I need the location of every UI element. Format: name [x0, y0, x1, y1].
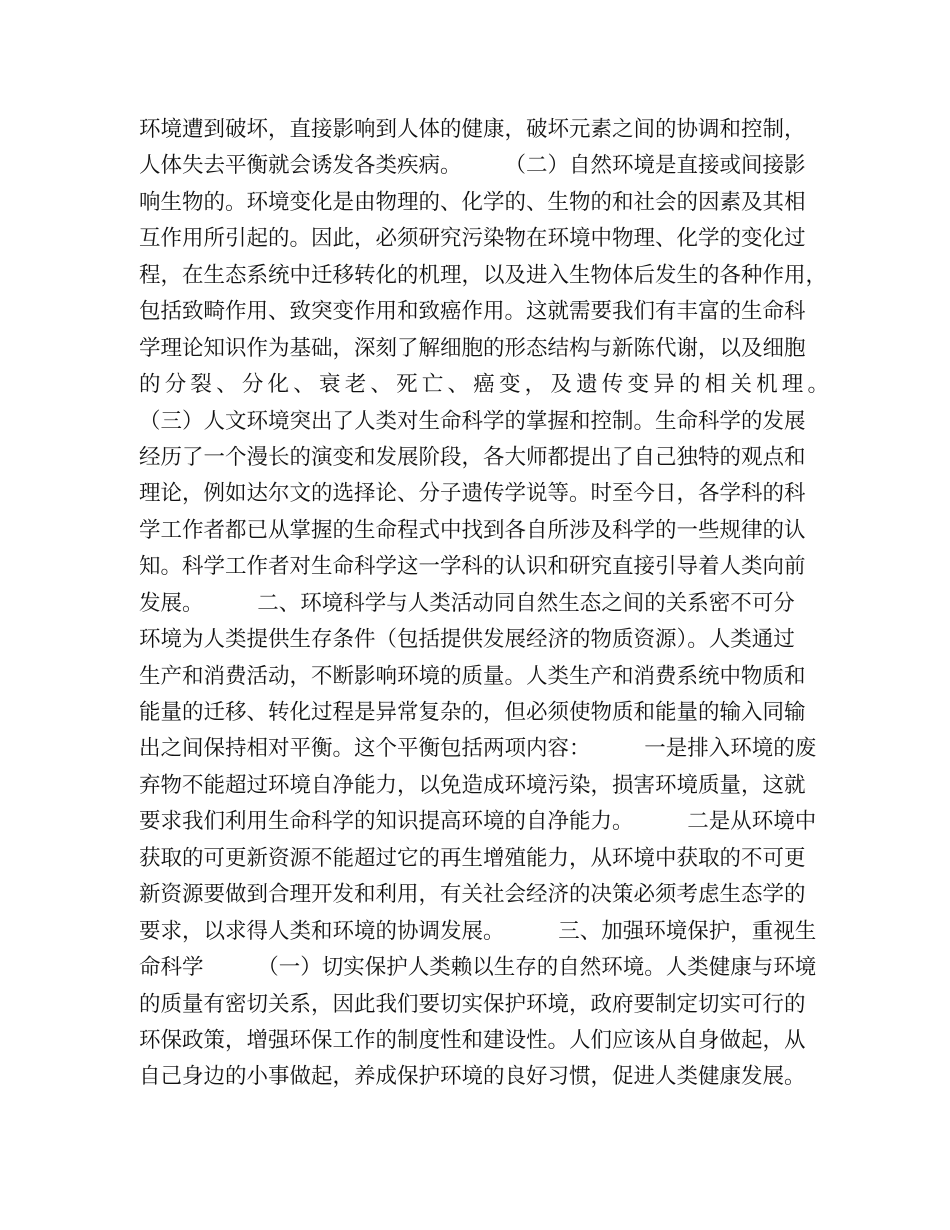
text-line: 发展。 二、环境科学与人类活动同自然生态之间的关系密不可分 — [139, 590, 795, 616]
text-line: 命科学 （一）切实保护人类赖以生存的自然环境。人类健康与环境 — [139, 955, 817, 981]
text-line: 能量的迁移、转化过程是异常复杂的，但必须使物质和能量的输入同输 — [139, 700, 806, 725]
text-line: 理论，例如达尔文的选择论、分子遗传学说等。时至今日，各学科的科 — [139, 481, 806, 507]
body-text — [139, 112, 829, 1096]
text-line: 环境遭到破坏，直接影响到人体的健康，破坏元素之间的协调和控制， — [139, 117, 806, 142]
text-line: 弃物不能超过环境自净能力，以免造成环境污染，损害环境质量，这就 — [139, 772, 806, 798]
text-line: 获取的可更新资源不能超过它的再生增殖能力，从环境中获取的不可更 — [139, 845, 806, 871]
text-line: 的分裂、分化、衰老、死亡、癌变，及遗传变异的相关机理。 — [139, 372, 829, 398]
text-line: 包括致畸作用、致突变作用和致癌作用。这就需要我们有丰富的生命科 — [139, 299, 806, 325]
text-line: 生产和消费活动，不断影响环境的质量。人类生产和消费系统中物质和 — [139, 663, 806, 689]
text-line: 新资源要做到合理开发和利用，有关社会经济的决策必须考虑生态学的 — [139, 882, 806, 908]
text-line: 响生物的。环境变化是由物理的、化学的、生物的和社会的因素及其相 — [139, 189, 806, 215]
text-line: 互作用所引起的。因此，必须研究污染物在环境中物理、化学的变化过 — [139, 226, 806, 252]
text-line: 知。科学工作者对生命科学这一学科的认识和研究直接引导着人类向前 — [139, 554, 806, 580]
text-line: 经历了一个漫长的演变和发展阶段，各大师都提出了自己独特的观点和 — [139, 444, 806, 470]
text-line: 出之间保持相对平衡。这个平衡包括两项内容： 一是排入环境的废 — [139, 736, 817, 762]
text-line: 环保政策，增强环保工作的制度性和建设性。人们应该从自身做起，从 — [139, 1027, 806, 1053]
text-line: 程，在生态系统中迁移转化的机理，以及进入生物体后发生的各种作用， — [139, 262, 828, 288]
text-line: 学理论知识作为基础，深刻了解细胞的形态结构与新陈代谢，以及细胞 — [139, 335, 806, 361]
text-line: （三）人文环境突出了人类对生命科学的掌握和控制。生命科学的发展 — [139, 408, 806, 434]
text-line: 自己身边的小事做起，养成保护环境的良好习惯，促进人类健康发展。 — [139, 1064, 806, 1090]
text-line: 环境为人类提供生存条件（包括提供发展经济的物质资源）。人类通过 — [139, 627, 795, 653]
text-line: 要求我们利用生命科学的知识提高环境的自净能力。 二是从环境中 — [139, 809, 817, 835]
text-line: 的质量有密切关系，因此我们要切实保护环境，政府要制定切实可行的 — [139, 991, 806, 1017]
text-line: 人体失去平衡就会诱发各类疾病。 （二）自然环境是直接或间接影 — [139, 153, 806, 179]
text-line: 学工作者都已从掌握的生命程式中找到各自所涉及科学的一些规律的认 — [139, 517, 806, 543]
text-line: 要求，以求得人类和环境的协调发展。 三、加强环境保护，重视生 — [139, 918, 817, 944]
